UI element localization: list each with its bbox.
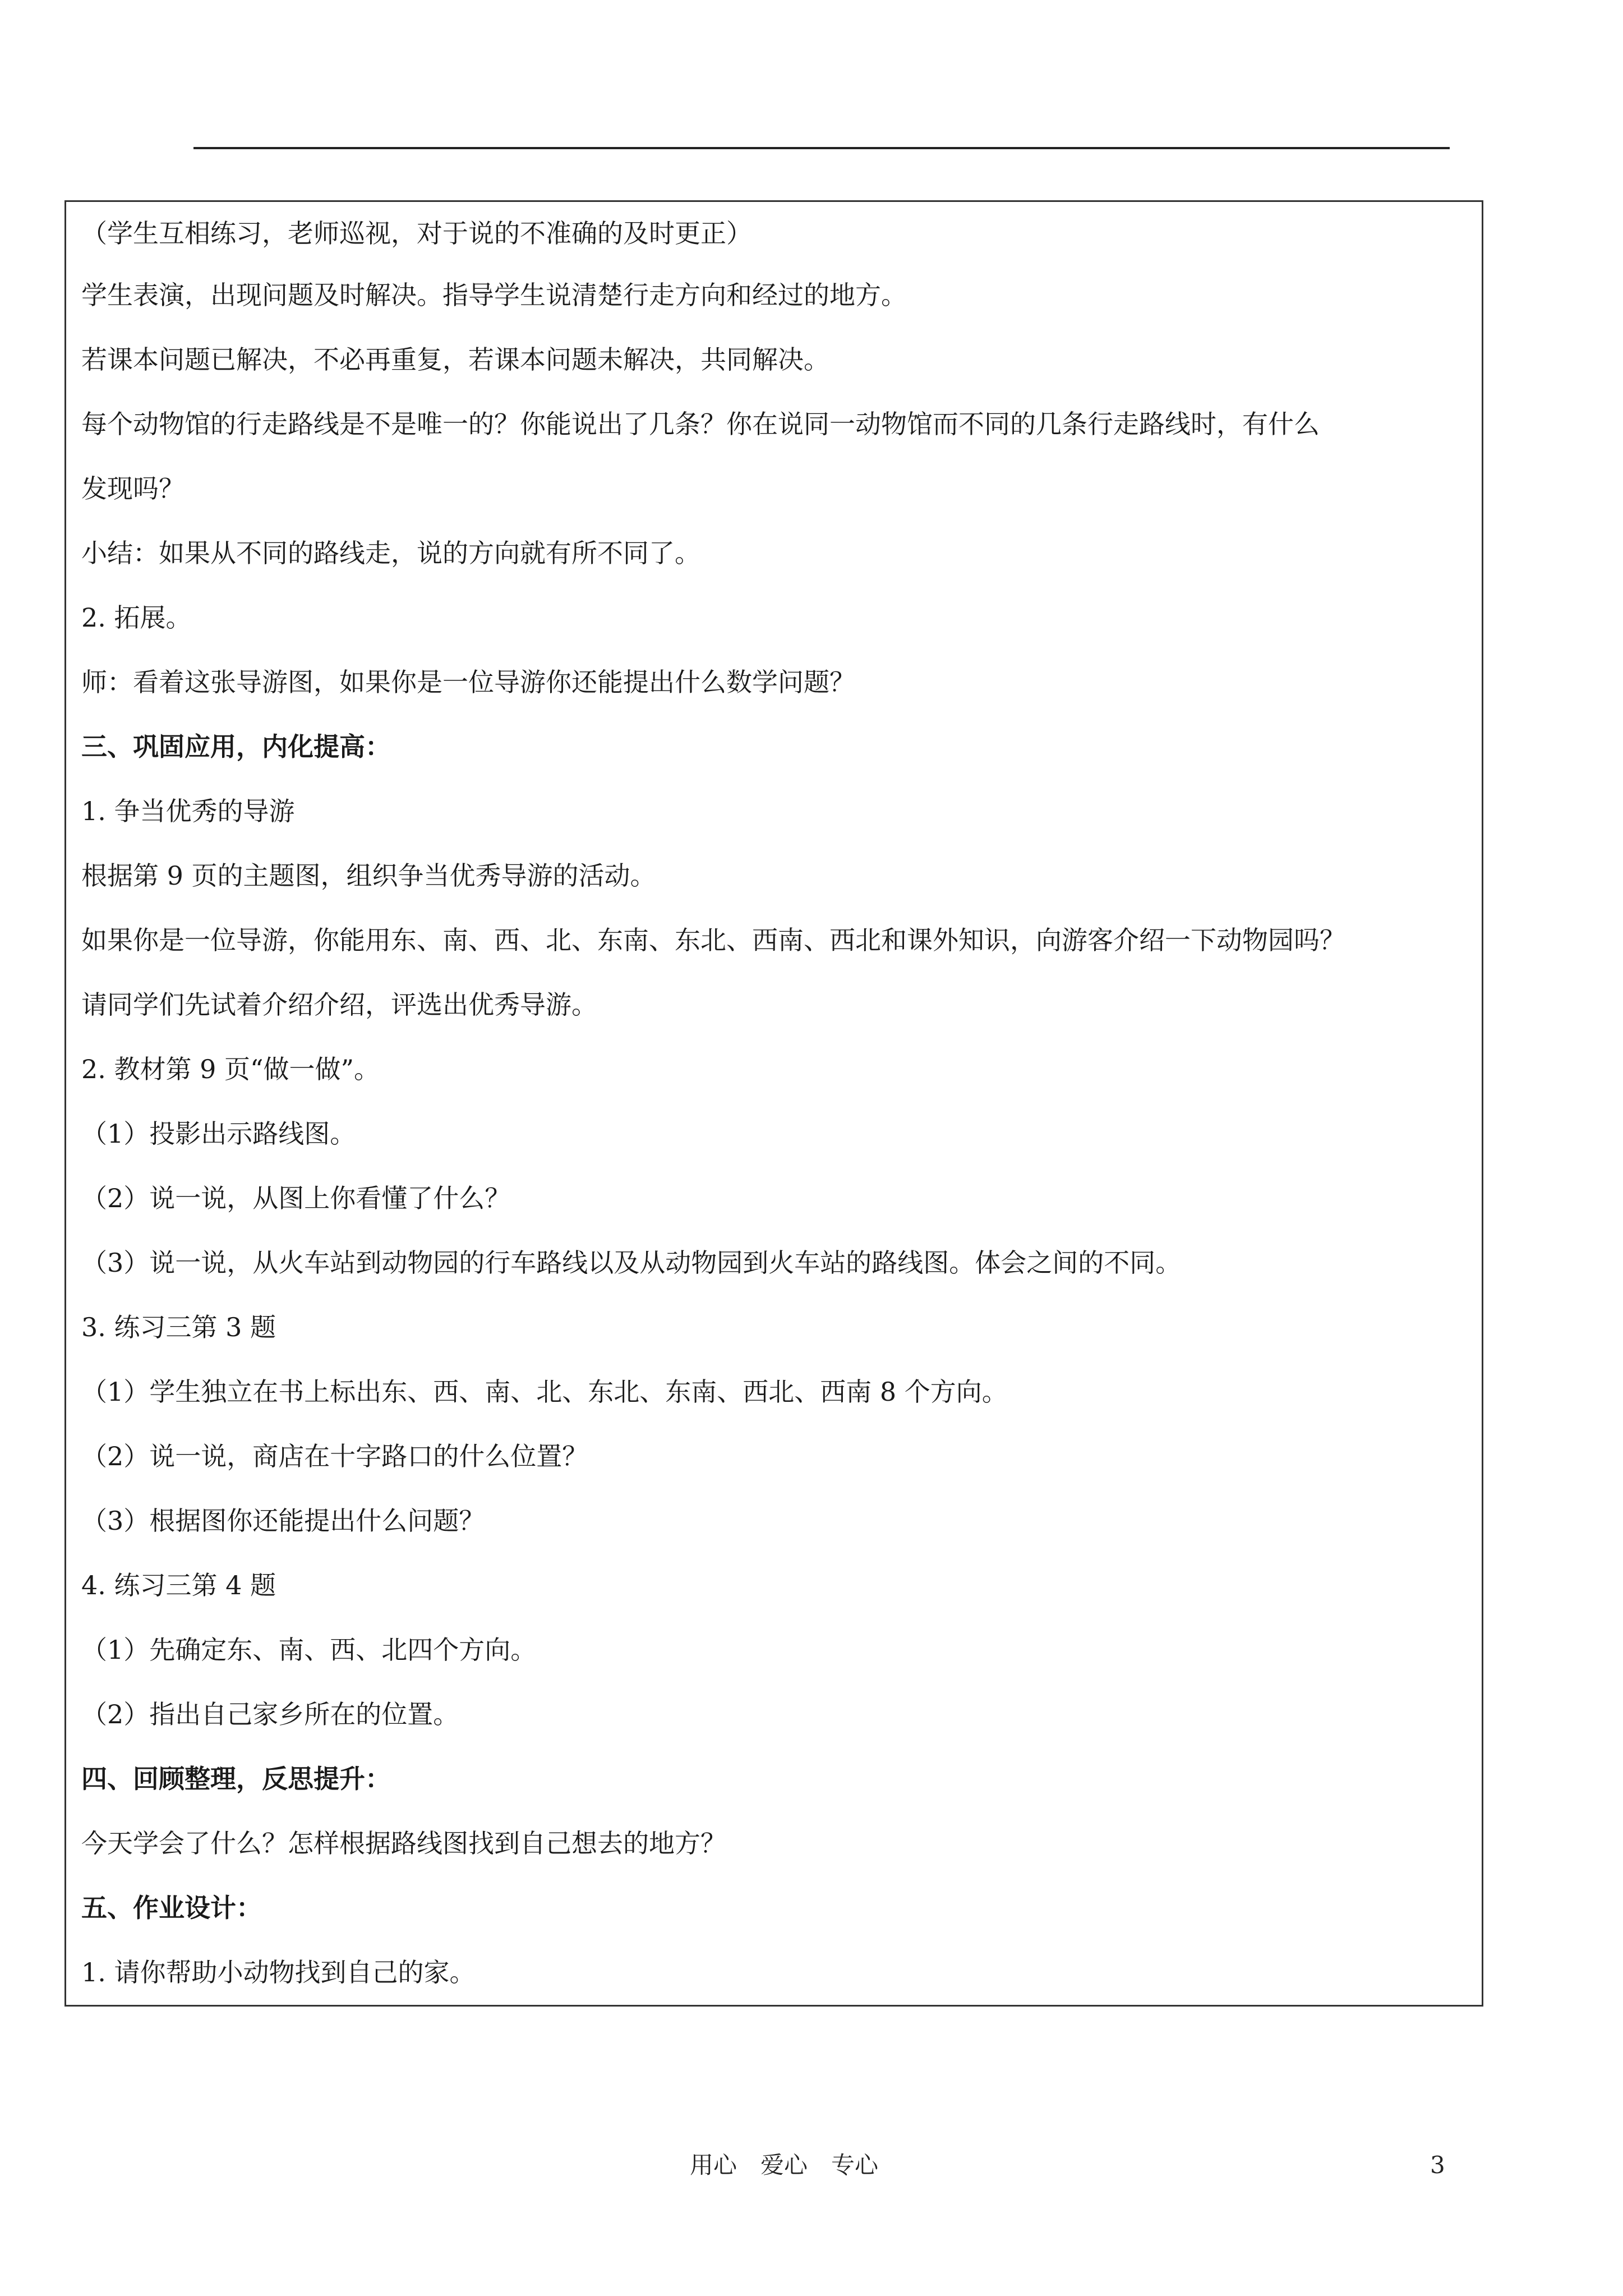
text-line: 发现吗？ [81, 473, 185, 504]
text-line: 2. 教材第 9 页“做一做”。 [81, 1054, 380, 1084]
text-line: 请同学们先试着介绍介绍，评选出优秀导游。 [81, 990, 597, 1020]
content-table-cell [64, 200, 1483, 2007]
text-line: 如果你是一位导游，你能用东、南、西、北、东南、东北、西南、西北和课外知识，向游客介绍一下动物园吗？ [81, 925, 1345, 955]
text-line: （1）先确定东、南、西、北四个方向。 [81, 1635, 537, 1665]
text-line: （1）学生独立在书上标出东、西、南、北、东北、东南、西北、西南 8 个方向。 [81, 1377, 1008, 1407]
text-line: 每个动物馆的行走路线是不是唯一的？你能说出了几条？你在说同一动物馆而不同的几条行走路线时，有什么 [81, 409, 1320, 439]
text-line: 今天学会了什么？怎样根据路线图找到自己想去的地方？ [81, 1828, 726, 1858]
page-number: 3 [1430, 2151, 1445, 2179]
text-line: 1. 争当优秀的导游 [81, 796, 295, 826]
text-line: 若课本问题已解决，不必再重复，若课本问题未解决，共同解决。 [81, 344, 829, 375]
text-line: 师：看着这张导游图，如果你是一位导游你还能提出什么数学问题？ [81, 667, 855, 697]
text-line: （3）根据图你还能提出什么问题？ [81, 1506, 485, 1536]
section-heading: 三、巩固应用，内化提高： [81, 731, 391, 762]
text-line: （2）说一说，从图上你看懂了什么？ [81, 1183, 511, 1213]
text-line: 小结：如果从不同的路线走，说的方向就有所不同了。 [81, 538, 700, 568]
text-line: （2）说一说，商店在十字路口的什么位置？ [81, 1441, 588, 1471]
section-heading: 五、作业设计： [81, 1893, 262, 1923]
header-rule [193, 147, 1450, 149]
text-line: （3）说一说，从火车站到动物园的行车路线以及从动物园到火车站的路线图。体会之间的不同。 [81, 1248, 1182, 1278]
text-line: 1. 请你帮助小动物找到自己的家。 [81, 1957, 476, 1987]
text-line: 2. 拓展。 [81, 602, 192, 633]
text-line: （2）指出自己家乡所在的位置。 [81, 1699, 459, 1729]
text-line: 3. 练习三第 3 题 [81, 1312, 276, 1342]
section-heading: 四、回顾整理，反思提升： [81, 1764, 391, 1794]
text-line: 学生表演，出现问题及时解决。指导学生说清楚行走方向和经过的地方。 [81, 280, 907, 310]
footer-motto: 用心 爱心 专心 [690, 2151, 879, 2179]
text-line: （1）投影出示路线图。 [81, 1119, 356, 1149]
text-line: 4. 练习三第 4 题 [81, 1570, 276, 1600]
text-line: 根据第 9 页的主题图，组织争当优秀导游的活动。 [81, 861, 656, 891]
text-line: （学生互相练习，老师巡视，对于说的不准确的及时更正） [81, 218, 752, 249]
